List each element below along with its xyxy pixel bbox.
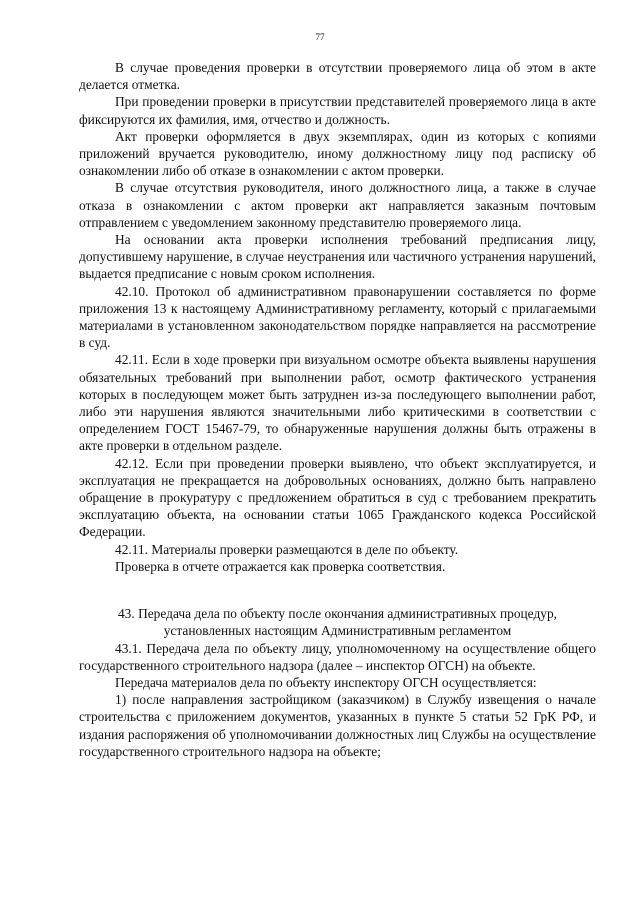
paragraph: 42.12. Если при проведении проверки выявлено, что объект эксплуатируется, и эксплуатация не прекращается на добровольных основаниях, должно быть направлено обращение в прокуратуру с предложением обратиться в суд с требованием прекратить эксплуатацию объекта, на основании статьи 1065 Гражданского кодекса Российской Федерации.: [79, 455, 596, 540]
paragraph: На основании акта проверки исполнения требований предписания лицу, допустившему нарушение, в случае неустранения или частичного устранения нарушений, выдается предписание с новым сроком исполнения.: [79, 232, 596, 282]
paragraph: 42.11. Материалы проверки размещаются в деле по объекту.: [115, 541, 459, 557]
paragraph: В случае проведения проверки в отсутствии проверяемого лица об этом в акте делается отметка.: [79, 60, 596, 93]
paragraph: В случае отсутствия руководителя, иного должностного лица, а также в случае отказа в ознакомлении с актом проверки акт направляется заказным почтовым отправлением с уведомлением законному представителю проверяемого лица.: [79, 180, 596, 230]
paragraph: Передача материалов дела по объекту инспектору ОГСН осуществляется:: [115, 674, 537, 690]
paragraph: При проведении проверки в присутствии представителей проверяемого лица в акте фиксируются их фамилия, имя, отчество и должность.: [79, 94, 596, 127]
paragraph: Проверка в отчете отражается как проверка соответствия.: [115, 558, 446, 574]
paragraph: 42.11. Если в ходе проверки при визуальном осмотре объекта выявлены нарушения обязательных требований при выполнении работ, осмотр фактического устранения которых в последующем может быть затруднен из-за последующего выполнении работ, либо эти нарушения являются значительными либо критическими в соответствии с определением ГОСТ 15467-79, то обнаруженные нарушения должны быть отражены в акте проверки в отдельном разделе.: [79, 352, 596, 454]
paragraph: 42.10. Протокол об административном правонарушении составляется по форме приложения 13 к настоящему Административному регламенту, который с прилагаемыми материалами в установленном законодательством порядке направляется на рассмотрение в суд.: [79, 283, 596, 351]
paragraph: 1) после направления застройщиком (заказчиком) в Службу извещения о начале строительства с приложением документов, указанных в пункте 5 статьи 52 ГрК РФ, и издания распоряжения об уполномочивании должностных лиц Службы на осуществление государственного строительного надзора на объекте;: [79, 692, 596, 759]
paragraph: Акт проверки оформляется в двух экземплярах, один из которых с копиями приложений вручается руководителю, иному должностному лицу под расписку об ознакомлении либо об отказе в ознакомлении с актом проверки.: [79, 128, 596, 179]
paragraph: 43.1. Передача дела по объекту лицу, уполномоченному на осуществление общего государственного строительного надзора (далее – инспектор ОГСН) на объекте.: [79, 640, 596, 673]
page-number: 77: [315, 32, 325, 42]
section-heading: 43. Передача дела по объекту после окончания административных процедур, установленных настоящим Административным регламентом: [117, 606, 557, 639]
document-body: [79, 59, 596, 760]
section-spacer: [79, 575, 596, 605]
